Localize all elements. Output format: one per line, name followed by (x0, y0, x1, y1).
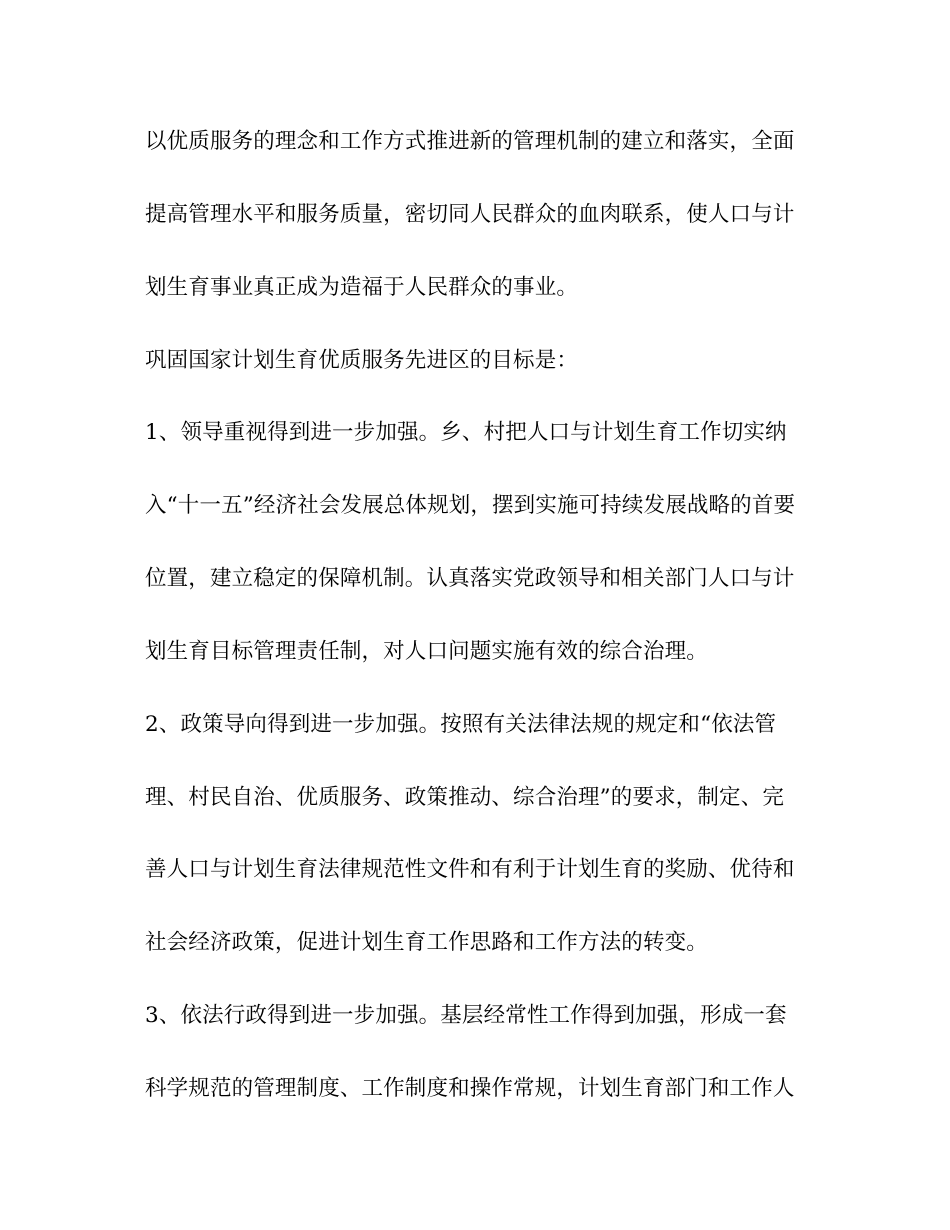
text-line-12: 社会经济政策，促进计划生育工作思路和工作方法的转变。 (145, 930, 708, 955)
text-line-6: 入“十一五”经济社会发展总体规划，摆到实施可持续发展战略的首要 (145, 493, 796, 518)
text-line-14: 科学规范的管理制度、工作制度和操作常规，计划生育部门和工作人 (145, 1076, 795, 1101)
text-line-1: 以优质服务的理念和工作方式推进新的管理机制的建立和落实，全面 (145, 129, 795, 154)
text-line-2: 提高管理水平和服务质量，密切同人民群众的血肉联系，使人口与计 (145, 202, 795, 227)
text-line-5: 1、领导重视得到进一步加强。乡、村把人口与计划生育工作切实纳 (145, 420, 787, 445)
text-line-7: 位置，建立稳定的保障机制。认真落实党政领导和相关部门人口与计 (145, 566, 795, 591)
text-line-13: 3、依法行政得到进一步加强。基层经常性工作得到加强，形成一套 (145, 1003, 787, 1028)
text-line-11: 善人口与计划生育法律规范性文件和有利于计划生育的奖励、优待和 (145, 857, 795, 882)
text-line-4: 巩固国家计划生育优质服务先进区的目标是： (145, 348, 579, 373)
text-line-8: 划生育目标管理责任制，对人口问题实施有效的综合治理。 (145, 639, 708, 664)
text-line-9: 2、政策导向得到进一步加强。按照有关法律法规的规定和“依法管 (145, 712, 777, 737)
text-line-3: 划生育事业真正成为造福于人民群众的事业。 (145, 275, 579, 300)
text-line-10: 理、村民自治、优质服务、政策推动、综合治理”的要求，制定、完 (145, 785, 784, 810)
